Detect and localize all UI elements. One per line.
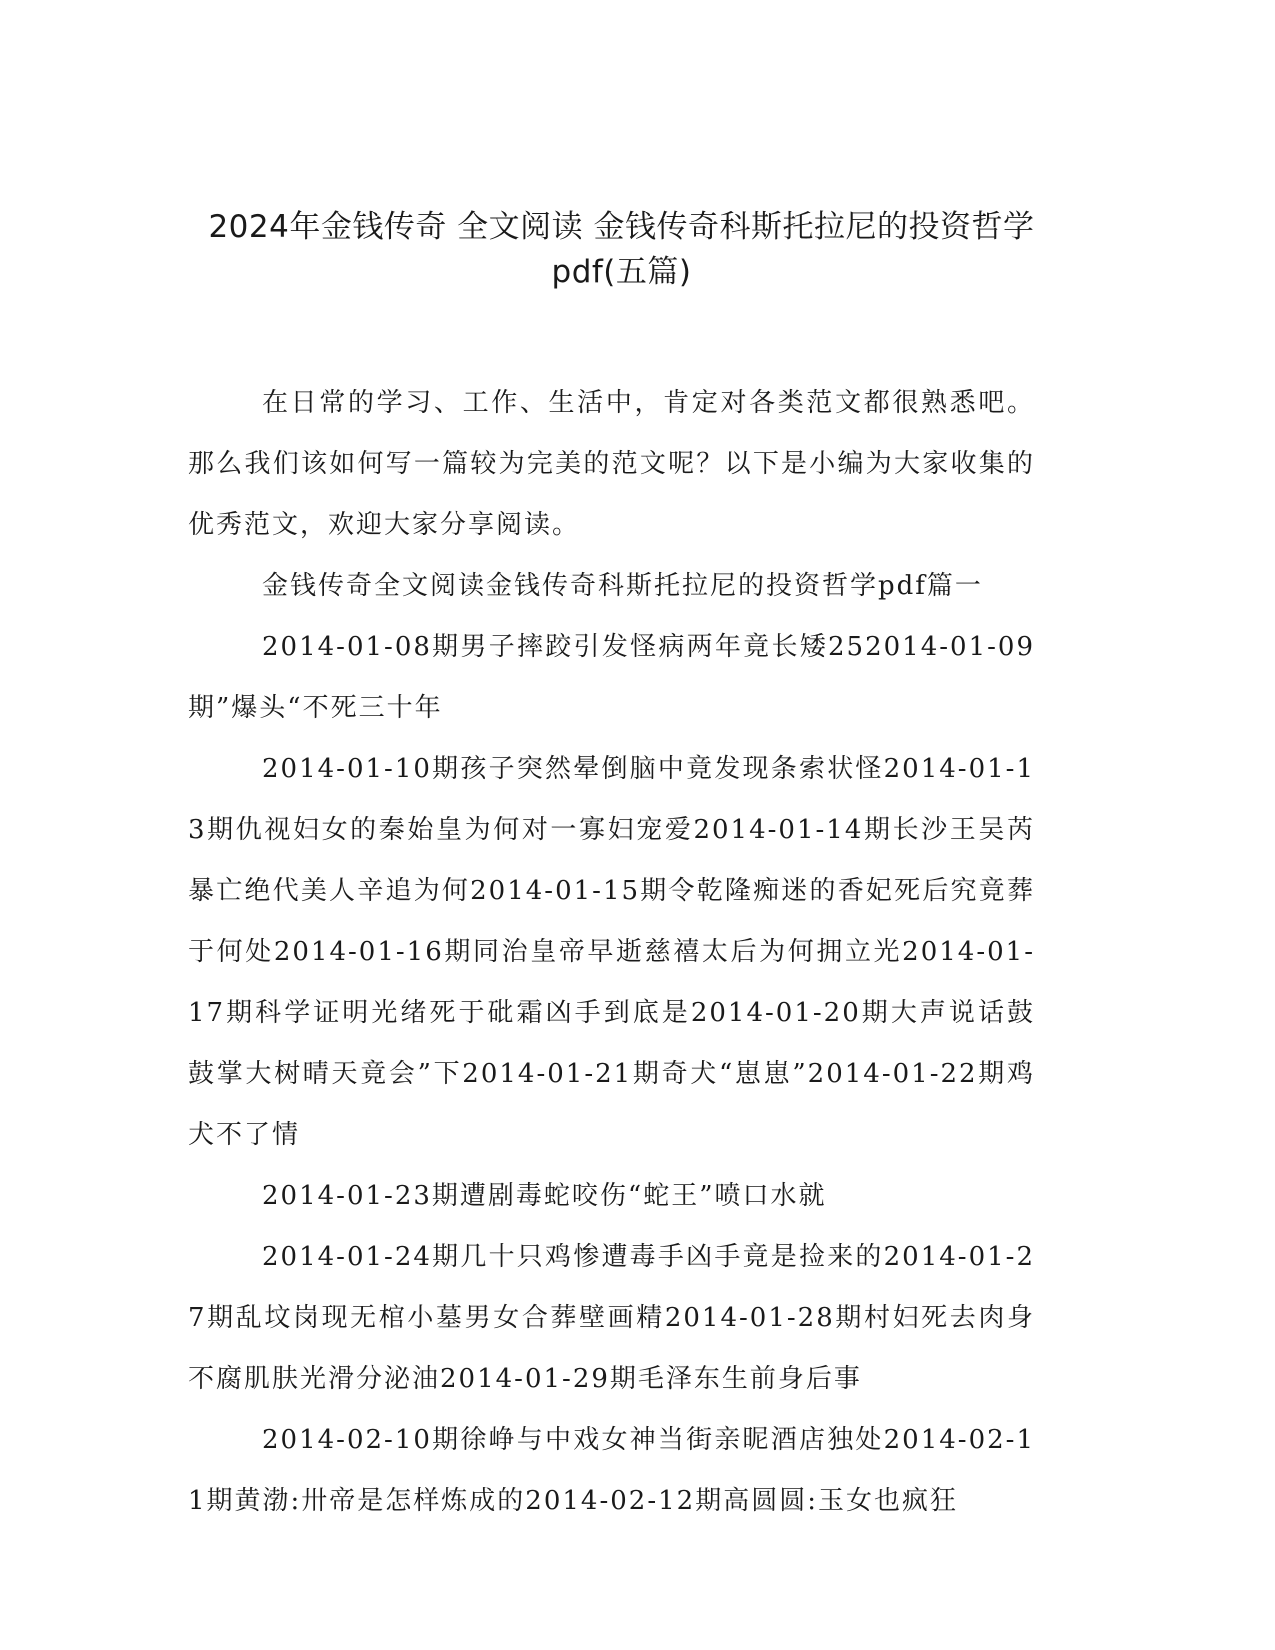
paragraph-episode-list-1: 2014-01-08期男子摔跤引发怪病两年竟长矮252014-01-09期”爆头“不死三十年 [188, 632, 1035, 723]
document-title: 2024年金钱传奇 全文阅读 金钱传奇科斯托拉尼的投资哲学pdf(五篇) [208, 209, 1035, 290]
paragraph-episode-list-2: 2014-01-10期孩子突然晕倒脑中竟发现条索状怪2014-01-13期仇视妇女的秦始皇为何对一寡妇宠爱2014-01-14期长沙王吴芮暴亡绝代美人辛追为何2014-01-15期令乾隆痴迷的香妃死后究竟葬于何处2014-01-16期同治皇帝早逝慈禧太后为何拥立光2014-01-17期科学证明光绪死于砒霜凶手到底是2014-01-20期大声说话鼓鼓掌大树晴天竟会”下2014-01-21期奇犬“崽崽”2014-01-22期鸡犬不了情 [188, 754, 1035, 1150]
paragraph-episode-list-3: 2014-01-23期遭剧毒蛇咬伤“蛇王”喷口水就 [262, 1181, 827, 1211]
paragraph-intro: 在日常的学习、工作、生活中，肯定对各类范文都很熟悉吧。那么我们该如何写一篇较为完美的范文呢？以下是小编为大家收集的优秀范文，欢迎大家分享阅读。 [188, 388, 1035, 540]
paragraph-heading-part-one: 金钱传奇全文阅读金钱传奇科斯托拉尼的投资哲学pdf篇一 [262, 571, 983, 601]
paragraph-episode-list-5: 2014-02-10期徐峥与中戏女神当街亲昵酒店独处2014-02-11期黄渤:卅帝是怎样炼成的2014-02-12期高圆圆:玉女也疯狂 [188, 1425, 1035, 1516]
document-body [188, 373, 1035, 1532]
paragraph-episode-list-4: 2014-01-24期几十只鸡惨遭毒手凶手竟是捡来的2014-01-27期乱坟岗现无棺小墓男女合葬壁画精2014-01-28期村妇死去肉身不腐肌肤光滑分泌油2014-01-29期毛泽东生前身后事 [188, 1242, 1035, 1394]
